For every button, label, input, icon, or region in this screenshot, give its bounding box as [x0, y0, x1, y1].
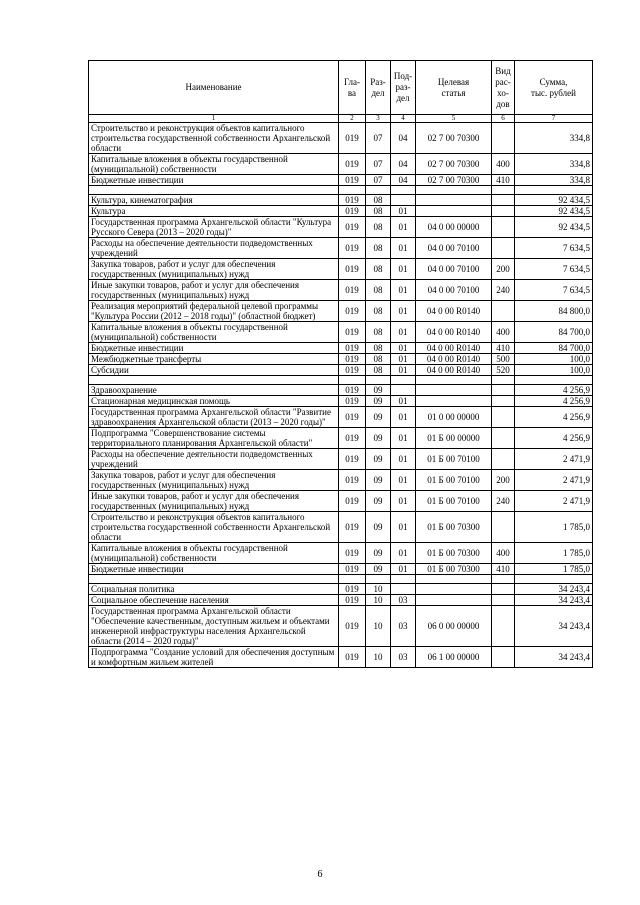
cell-name: Закупка товаров, работ и услуг для обеспечения государственных (муниципальных) нужд: [89, 470, 339, 491]
cell-sum: 1 785,0: [515, 564, 593, 575]
empty-cell: [391, 186, 416, 195]
cell-target: 02 7 00 70300: [416, 123, 492, 154]
header-section: Раз- дел: [366, 61, 391, 115]
table-body: [89, 123, 593, 668]
cell-section: 09: [366, 543, 391, 564]
empty-cell: [492, 376, 515, 385]
cell-target: 04 0 00 R0140: [416, 343, 492, 354]
cell-expense: 500: [492, 354, 515, 365]
cell-chapter: 019: [339, 606, 366, 647]
table-row: [89, 238, 593, 259]
cell-section: 09: [366, 396, 391, 407]
cell-target: 04 0 00 R0140: [416, 322, 492, 343]
cell-expense: 240: [492, 280, 515, 301]
cell-section: 08: [366, 195, 391, 206]
empty-cell: [515, 575, 593, 584]
table-row: [89, 385, 593, 396]
cell-name: Расходы на обеспечение деятельности подведомственных учреждений: [89, 449, 339, 470]
cell-expense: [492, 301, 515, 322]
cell-name: Расходы на обеспечение деятельности подведомственных учреждений: [89, 238, 339, 259]
cell-section: 09: [366, 470, 391, 491]
cell-target: 01 Б 00 70300: [416, 564, 492, 575]
table-row: [89, 217, 593, 238]
cell-chapter: 019: [339, 491, 366, 512]
cell-sum: 34 243,4: [515, 647, 593, 668]
cell-sum: 84 700,0: [515, 322, 593, 343]
cell-name: Государственная программа Архангельской области "Обеспечение качественным, доступным жильем и объектами инженерной инфраструктуры населения Архангельской области (2014 – 2020 годы)": [89, 606, 339, 647]
cell-expense: [492, 217, 515, 238]
cell-section: 08: [366, 301, 391, 322]
table-row: [89, 354, 593, 365]
cell-section: 08: [366, 322, 391, 343]
cell-sum: 2 471,9: [515, 470, 593, 491]
cell-section: 10: [366, 595, 391, 606]
cell-target: 01 Б 00 70300: [416, 543, 492, 564]
empty-cell: [339, 376, 366, 385]
cell-chapter: 019: [339, 428, 366, 449]
cell-subsection: 01: [391, 428, 416, 449]
cell-name: Капитальные вложения в объекты государственной (муниципальной) собственности: [89, 543, 339, 564]
cell-subsection: 01: [391, 449, 416, 470]
cell-section: 08: [366, 354, 391, 365]
cell-expense: [492, 385, 515, 396]
empty-cell: [492, 575, 515, 584]
cell-target: 04 0 00 70100: [416, 238, 492, 259]
cell-sum: 334,8: [515, 154, 593, 175]
cell-expense: [492, 396, 515, 407]
cell-name: Государственная программа Архангельской области "Культура Русского Севера (2013 – 2020 годы)": [89, 217, 339, 238]
empty-cell: [366, 186, 391, 195]
cell-expense: [492, 428, 515, 449]
cell-section: 08: [366, 206, 391, 217]
cell-subsection: 03: [391, 647, 416, 668]
cell-target: 01 Б 00 70100: [416, 449, 492, 470]
cell-name: Иные закупки товаров, работ и услуг для обеспечения государственных (муниципальных) нужд: [89, 491, 339, 512]
cell-sum: 34 243,4: [515, 584, 593, 595]
cell-section: 09: [366, 512, 391, 543]
cell-expense: [492, 195, 515, 206]
cell-section: 09: [366, 564, 391, 575]
cell-name: Государственная программа Архангельской области "Развитие здравоохранения Архангельской области (2013 – 2020 годы)": [89, 407, 339, 428]
table-row: [89, 595, 593, 606]
table-row: [89, 407, 593, 428]
cell-subsection: 01: [391, 238, 416, 259]
cell-section: 07: [366, 123, 391, 154]
empty-cell: [515, 186, 593, 195]
cell-sum: 100,0: [515, 354, 593, 365]
cell-section: 08: [366, 280, 391, 301]
cell-expense: 410: [492, 564, 515, 575]
table-row: [89, 195, 593, 206]
cell-sum: 1 785,0: [515, 543, 593, 564]
cell-chapter: 019: [339, 647, 366, 668]
header-chapter: Гла- ва: [339, 61, 366, 115]
cell-sum: 92 434,5: [515, 206, 593, 217]
table-row: [89, 343, 593, 354]
cell-section: 08: [366, 343, 391, 354]
cell-subsection: 01: [391, 301, 416, 322]
cell-name: Культура: [89, 206, 339, 217]
cell-subsection: 01: [391, 543, 416, 564]
header-name: Наименование: [89, 61, 339, 115]
cell-chapter: 019: [339, 407, 366, 428]
cell-name: Бюджетные инвестиции: [89, 564, 339, 575]
cell-chapter: 019: [339, 512, 366, 543]
cell-name: Подпрограмма "Создание условий для обеспечения доступным и комфортным жильем жителей: [89, 647, 339, 668]
cell-sum: 4 256,9: [515, 428, 593, 449]
table-row: [89, 123, 593, 154]
column-number: 5: [416, 115, 492, 123]
cell-sum: 34 243,4: [515, 606, 593, 647]
cell-subsection: 01: [391, 343, 416, 354]
table-row: [89, 206, 593, 217]
cell-section: 09: [366, 385, 391, 396]
cell-target: 01 Б 00 70300: [416, 512, 492, 543]
cell-subsection: 01: [391, 365, 416, 376]
table-row: [89, 175, 593, 186]
cell-section: 10: [366, 584, 391, 595]
cell-sum: 84 800,0: [515, 301, 593, 322]
cell-subsection: 01: [391, 491, 416, 512]
cell-name: Капитальные вложения в объекты государственной (муниципальной) собственности: [89, 154, 339, 175]
empty-cell: [416, 186, 492, 195]
cell-subsection: 01: [391, 322, 416, 343]
cell-target: [416, 595, 492, 606]
cell-sum: 7 634,5: [515, 259, 593, 280]
page-number: 6: [317, 869, 323, 880]
cell-chapter: 019: [339, 280, 366, 301]
column-number: 1: [89, 115, 339, 123]
table-row: [89, 491, 593, 512]
cell-chapter: 019: [339, 354, 366, 365]
table-row: [89, 564, 593, 575]
column-number-row: [89, 115, 593, 123]
cell-subsection: 01: [391, 564, 416, 575]
table-row: [89, 428, 593, 449]
cell-expense: 240: [492, 491, 515, 512]
cell-sum: 4 256,9: [515, 396, 593, 407]
cell-subsection: 01: [391, 407, 416, 428]
empty-cell: [89, 186, 339, 195]
cell-sum: 1 785,0: [515, 512, 593, 543]
cell-sum: 34 243,4: [515, 595, 593, 606]
blank-row: [89, 575, 593, 584]
cell-name: Иные закупки товаров, работ и услуг для обеспечения государственных (муниципальных) нужд: [89, 280, 339, 301]
cell-chapter: 019: [339, 543, 366, 564]
empty-cell: [391, 376, 416, 385]
cell-section: 10: [366, 647, 391, 668]
cell-section: 10: [366, 606, 391, 647]
table-row: [89, 259, 593, 280]
table-row: [89, 365, 593, 376]
cell-subsection: 03: [391, 606, 416, 647]
cell-section: 08: [366, 365, 391, 376]
cell-target: [416, 206, 492, 217]
table-row: [89, 154, 593, 175]
cell-expense: [492, 512, 515, 543]
cell-target: 04 0 00 R0140: [416, 301, 492, 322]
blank-row: [89, 186, 593, 195]
cell-target: 02 7 00 70300: [416, 154, 492, 175]
cell-sum: 4 256,9: [515, 407, 593, 428]
cell-expense: 400: [492, 543, 515, 564]
empty-cell: [515, 376, 593, 385]
cell-section: 07: [366, 175, 391, 186]
cell-name: Бюджетные инвестиции: [89, 343, 339, 354]
cell-target: [416, 396, 492, 407]
cell-chapter: 019: [339, 195, 366, 206]
cell-sum: 334,8: [515, 123, 593, 154]
table-header-row: [89, 61, 593, 115]
cell-name: Субсидии: [89, 365, 339, 376]
column-number: 6: [492, 115, 515, 123]
cell-name: Закупка товаров, работ и услуг для обеспечения государственных (муниципальных) нужд: [89, 259, 339, 280]
cell-sum: 7 634,5: [515, 238, 593, 259]
cell-target: [416, 195, 492, 206]
cell-sum: 2 471,9: [515, 449, 593, 470]
cell-name: Стационарная медицинская помощь: [89, 396, 339, 407]
empty-cell: [339, 186, 366, 195]
empty-cell: [339, 575, 366, 584]
cell-section: 08: [366, 217, 391, 238]
column-number: 4: [391, 115, 416, 123]
cell-expense: [492, 606, 515, 647]
cell-name: Бюджетные инвестиции: [89, 175, 339, 186]
cell-target: 04 0 00 70100: [416, 259, 492, 280]
cell-target: 01 Б 00 00000: [416, 428, 492, 449]
cell-chapter: 019: [339, 584, 366, 595]
empty-cell: [89, 575, 339, 584]
cell-sum: 84 700,0: [515, 343, 593, 354]
cell-target: 06 1 00 00000: [416, 647, 492, 668]
budget-table: [88, 60, 593, 668]
cell-chapter: 019: [339, 259, 366, 280]
cell-subsection: 04: [391, 123, 416, 154]
table-row: [89, 470, 593, 491]
cell-name: Капитальные вложения в объекты государственной (муниципальной) собственности: [89, 322, 339, 343]
cell-subsection: 01: [391, 280, 416, 301]
cell-name: Строительство и реконструкция объектов капитального строительства государственной собственности Архангельской области: [89, 512, 339, 543]
cell-chapter: 019: [339, 396, 366, 407]
cell-target: 02 7 00 70300: [416, 175, 492, 186]
cell-sum: 2 471,9: [515, 491, 593, 512]
cell-section: 07: [366, 154, 391, 175]
header-target-article: Целевая статья: [416, 61, 492, 115]
cell-subsection: 01: [391, 396, 416, 407]
cell-chapter: 019: [339, 343, 366, 354]
table-row: [89, 512, 593, 543]
cell-subsection: 04: [391, 154, 416, 175]
cell-target: [416, 385, 492, 396]
cell-chapter: 019: [339, 206, 366, 217]
cell-sum: 7 634,5: [515, 280, 593, 301]
cell-expense: 410: [492, 175, 515, 186]
cell-chapter: 019: [339, 470, 366, 491]
cell-section: 08: [366, 238, 391, 259]
cell-name: Строительство и реконструкция объектов капитального строительства государственной собственности Архангельской области: [89, 123, 339, 154]
cell-chapter: 019: [339, 123, 366, 154]
table-row: [89, 543, 593, 564]
cell-expense: 400: [492, 154, 515, 175]
cell-subsection: [391, 385, 416, 396]
cell-expense: [492, 407, 515, 428]
cell-subsection: 01: [391, 354, 416, 365]
cell-target: 04 0 00 00000: [416, 217, 492, 238]
empty-cell: [416, 376, 492, 385]
header-sum: Сумма, тыс. рублей: [515, 61, 593, 115]
cell-expense: [492, 123, 515, 154]
cell-chapter: 019: [339, 154, 366, 175]
cell-chapter: 019: [339, 385, 366, 396]
empty-cell: [366, 376, 391, 385]
cell-section: 09: [366, 449, 391, 470]
cell-name: Социальная политика: [89, 584, 339, 595]
table-row: [89, 280, 593, 301]
cell-sum: 92 434,5: [515, 195, 593, 206]
cell-section: 09: [366, 491, 391, 512]
table-row: [89, 301, 593, 322]
cell-name: Культура, кинематография: [89, 195, 339, 206]
cell-section: 09: [366, 428, 391, 449]
cell-chapter: 019: [339, 238, 366, 259]
cell-section: 08: [366, 259, 391, 280]
cell-name: Реализация мероприятий федеральной целевой программы "Культура России (2012 – 2018 годы)" (областной бюджет): [89, 301, 339, 322]
empty-cell: [492, 186, 515, 195]
cell-chapter: 019: [339, 217, 366, 238]
header-subsection: Под- раз- дел: [391, 61, 416, 115]
column-number: 2: [339, 115, 366, 123]
cell-target: [416, 584, 492, 595]
cell-subsection: 03: [391, 595, 416, 606]
cell-subsection: 01: [391, 217, 416, 238]
cell-subsection: 01: [391, 512, 416, 543]
cell-expense: 400: [492, 322, 515, 343]
cell-name: Межбюджетные трансферты: [89, 354, 339, 365]
empty-cell: [416, 575, 492, 584]
cell-expense: [492, 449, 515, 470]
cell-name: Здравоохранение: [89, 385, 339, 396]
cell-target: 04 0 00 R0140: [416, 365, 492, 376]
cell-subsection: 01: [391, 206, 416, 217]
cell-target: 01 Б 00 70100: [416, 470, 492, 491]
cell-chapter: 019: [339, 365, 366, 376]
table-row: [89, 322, 593, 343]
cell-subsection: 01: [391, 470, 416, 491]
cell-subsection: 04: [391, 175, 416, 186]
cell-target: 04 0 00 R0140: [416, 354, 492, 365]
cell-sum: 92 434,5: [515, 217, 593, 238]
cell-sum: 334,8: [515, 175, 593, 186]
cell-chapter: 019: [339, 564, 366, 575]
empty-cell: [391, 575, 416, 584]
cell-expense: 200: [492, 259, 515, 280]
cell-expense: [492, 595, 515, 606]
empty-cell: [366, 575, 391, 584]
cell-expense: [492, 584, 515, 595]
cell-target: 06 0 00 00000: [416, 606, 492, 647]
cell-chapter: 019: [339, 595, 366, 606]
cell-expense: [492, 206, 515, 217]
table-row: [89, 647, 593, 668]
table-row: [89, 606, 593, 647]
cell-section: 09: [366, 407, 391, 428]
empty-cell: [89, 376, 339, 385]
table-row: [89, 584, 593, 595]
cell-name: Подпрограмма "Совершенствование системы территориального планирования Архангельской области": [89, 428, 339, 449]
blank-row: [89, 376, 593, 385]
header-expense-type: Вид рас- хо- дов: [492, 61, 515, 115]
cell-expense: 410: [492, 343, 515, 354]
table-row: [89, 449, 593, 470]
column-number: 7: [515, 115, 593, 123]
cell-expense: 520: [492, 365, 515, 376]
cell-chapter: 019: [339, 301, 366, 322]
table-row: [89, 396, 593, 407]
cell-chapter: 019: [339, 449, 366, 470]
cell-target: 01 0 00 00000: [416, 407, 492, 428]
cell-target: 01 Б 00 70100: [416, 491, 492, 512]
cell-sum: 4 256,9: [515, 385, 593, 396]
cell-name: Социальное обеспечение населения: [89, 595, 339, 606]
cell-target: 04 0 00 70100: [416, 280, 492, 301]
cell-subsection: [391, 195, 416, 206]
cell-expense: 200: [492, 470, 515, 491]
column-number: 3: [366, 115, 391, 123]
cell-expense: [492, 647, 515, 668]
cell-subsection: [391, 584, 416, 595]
cell-chapter: 019: [339, 322, 366, 343]
cell-sum: 100,0: [515, 365, 593, 376]
cell-subsection: 01: [391, 259, 416, 280]
cell-expense: [492, 238, 515, 259]
cell-chapter: 019: [339, 175, 366, 186]
